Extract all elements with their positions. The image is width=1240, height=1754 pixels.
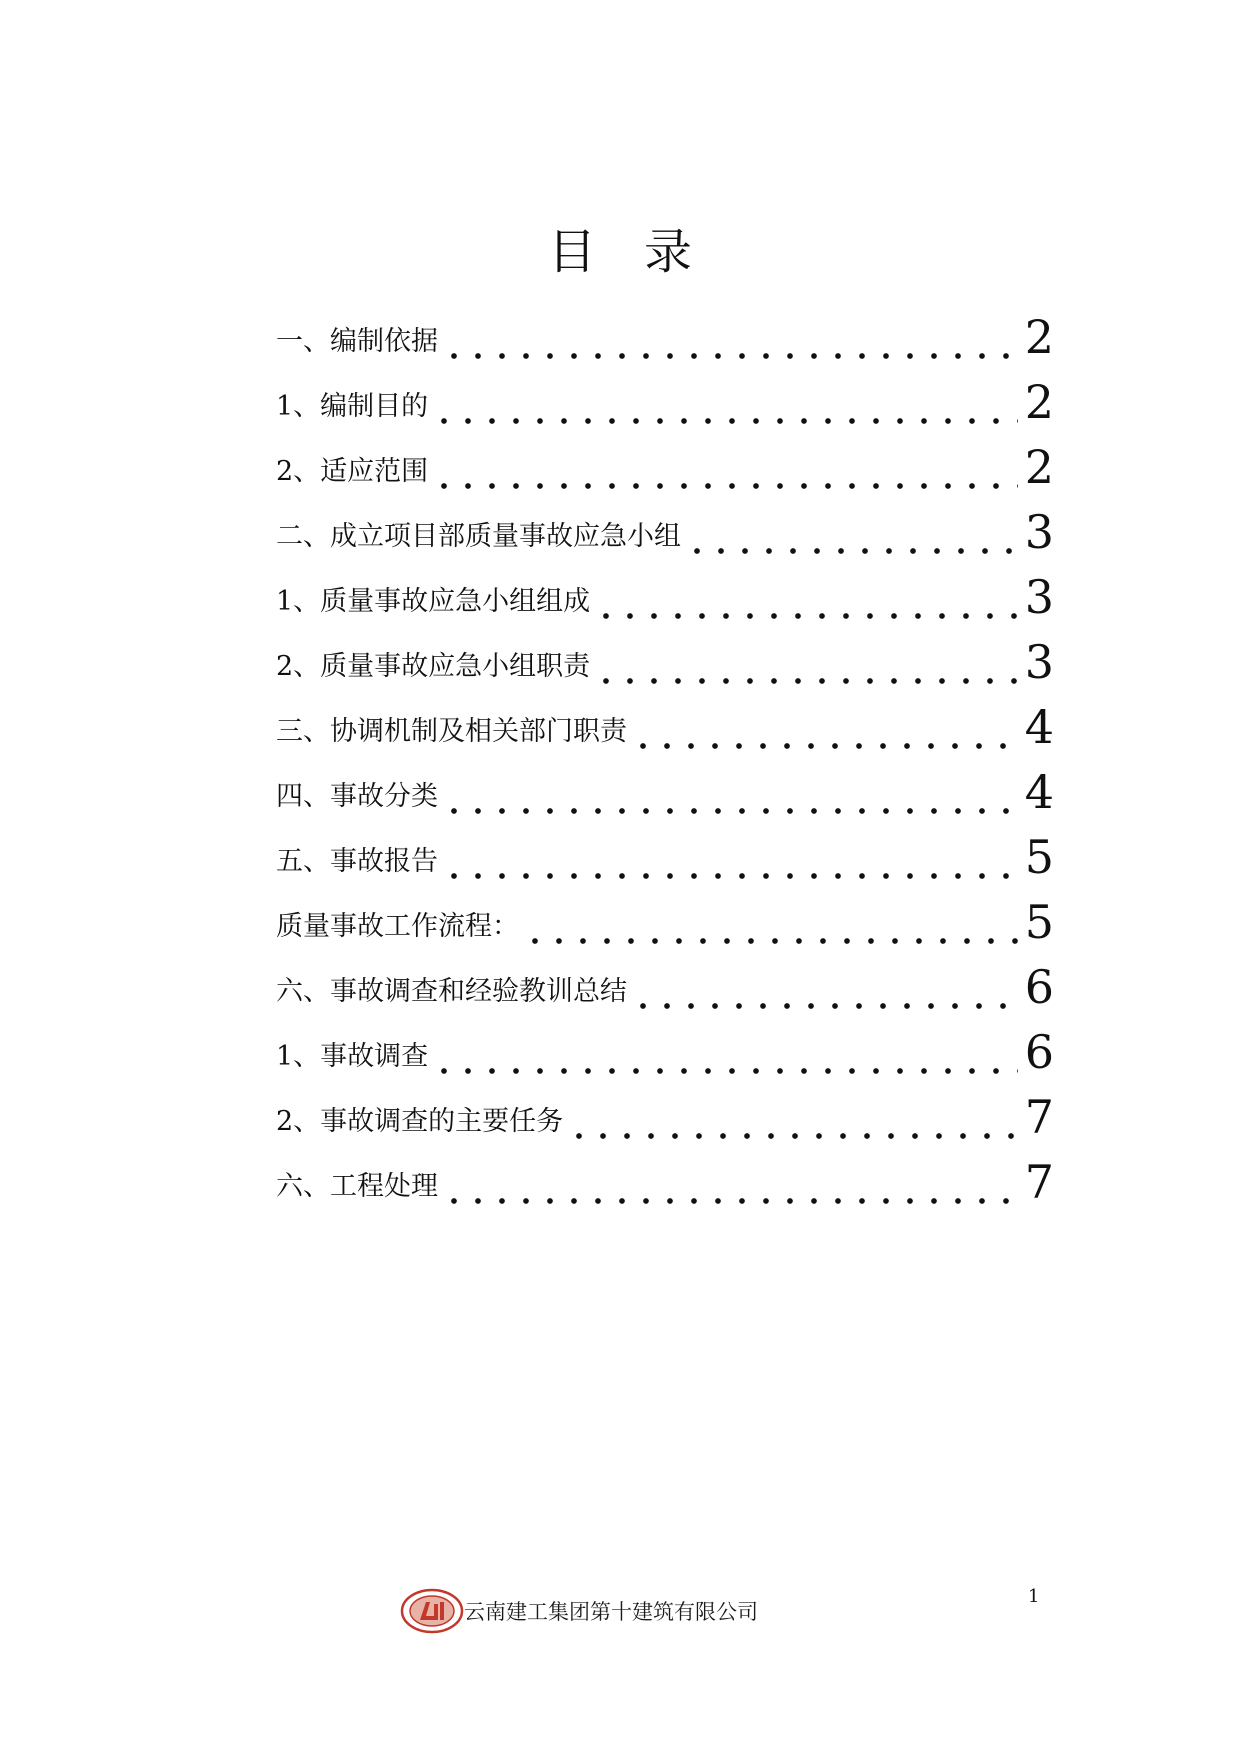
footer-company-name: 云南建工集团第十建筑有限公司 bbox=[464, 1600, 758, 1624]
company-logo-icon bbox=[400, 1588, 464, 1634]
toc-entry[interactable] bbox=[276, 1010, 1054, 1079]
toc-entry-label: 四、事故分类 bbox=[276, 781, 438, 812]
toc-entry-page: 2 bbox=[1024, 375, 1054, 429]
toc-dot-leader bbox=[430, 454, 1018, 490]
toc-entry[interactable] bbox=[276, 425, 1054, 494]
toc-entry-page: 3 bbox=[1024, 570, 1054, 624]
toc-dot-leader bbox=[592, 649, 1018, 685]
toc-entry-label: 1、质量事故应急小组组成 bbox=[276, 586, 591, 617]
toc-entry-label: 六、工程处理 bbox=[276, 1171, 438, 1202]
toc-dot-leader bbox=[440, 324, 1018, 360]
toc-entry-page: 5 bbox=[1024, 895, 1054, 949]
toc-entry-page: 7 bbox=[1024, 1090, 1054, 1144]
toc-entry[interactable] bbox=[276, 555, 1054, 624]
toc-entry-page: 3 bbox=[1024, 635, 1054, 689]
page-footer bbox=[400, 1586, 800, 1636]
toc-entry[interactable] bbox=[276, 880, 1054, 949]
toc-list bbox=[276, 295, 1054, 1209]
toc-entry[interactable] bbox=[276, 620, 1054, 689]
toc-entry-page: 7 bbox=[1024, 1155, 1054, 1209]
toc-entry-page: 3 bbox=[1024, 505, 1054, 559]
toc-entry-label: 1、编制目的 bbox=[276, 391, 429, 422]
toc-entry-label: 质量事故工作流程： bbox=[276, 911, 519, 942]
toc-entry-page: 6 bbox=[1024, 960, 1054, 1014]
toc-entry[interactable] bbox=[276, 1075, 1054, 1144]
toc-entry[interactable] bbox=[276, 360, 1054, 429]
toc-dot-leader bbox=[565, 1104, 1018, 1140]
toc-dot-leader bbox=[440, 779, 1018, 815]
toc-title: 目 录 bbox=[547, 224, 692, 280]
toc-entry-label: 三、协调机制及相关部门职责 bbox=[276, 716, 627, 747]
toc-entry[interactable] bbox=[276, 750, 1054, 819]
toc-entry-page: 4 bbox=[1024, 700, 1054, 754]
toc-entry[interactable] bbox=[276, 685, 1054, 754]
toc-entry[interactable] bbox=[276, 1140, 1054, 1209]
toc-dot-leader bbox=[521, 909, 1018, 945]
toc-dot-leader bbox=[440, 844, 1018, 880]
toc-entry[interactable] bbox=[276, 295, 1054, 364]
toc-entry-label: 1、事故调查 bbox=[276, 1041, 429, 1072]
toc-dot-leader bbox=[683, 519, 1018, 555]
page-number: 1 bbox=[1028, 1586, 1040, 1607]
toc-dot-leader bbox=[629, 974, 1018, 1010]
toc-entry-page: 5 bbox=[1024, 830, 1054, 884]
toc-entry-page: 2 bbox=[1024, 310, 1054, 364]
toc-entry-page: 2 bbox=[1024, 440, 1054, 494]
toc-entry-label: 2、适应范围 bbox=[276, 456, 429, 487]
toc-entry[interactable] bbox=[276, 490, 1054, 559]
toc-entry-label: 2、事故调查的主要任务 bbox=[276, 1106, 564, 1137]
toc-entry-page: 4 bbox=[1024, 765, 1054, 819]
toc-entry-label: 五、事故报告 bbox=[276, 846, 438, 877]
toc-entry-page: 6 bbox=[1024, 1025, 1054, 1079]
toc-entry[interactable] bbox=[276, 815, 1054, 884]
toc-entry-label: 二、成立项目部质量事故应急小组 bbox=[276, 521, 681, 552]
toc-dot-leader bbox=[430, 389, 1018, 425]
toc-dot-leader bbox=[430, 1039, 1018, 1075]
toc-entry-label: 六、事故调查和经验教训总结 bbox=[276, 976, 627, 1007]
toc-entry[interactable] bbox=[276, 945, 1054, 1014]
toc-dot-leader bbox=[629, 714, 1018, 750]
toc-entry-label: 一、编制依据 bbox=[276, 326, 438, 357]
toc-dot-leader bbox=[592, 584, 1018, 620]
toc-entry-label: 2、质量事故应急小组职责 bbox=[276, 651, 591, 682]
toc-dot-leader bbox=[440, 1169, 1018, 1205]
